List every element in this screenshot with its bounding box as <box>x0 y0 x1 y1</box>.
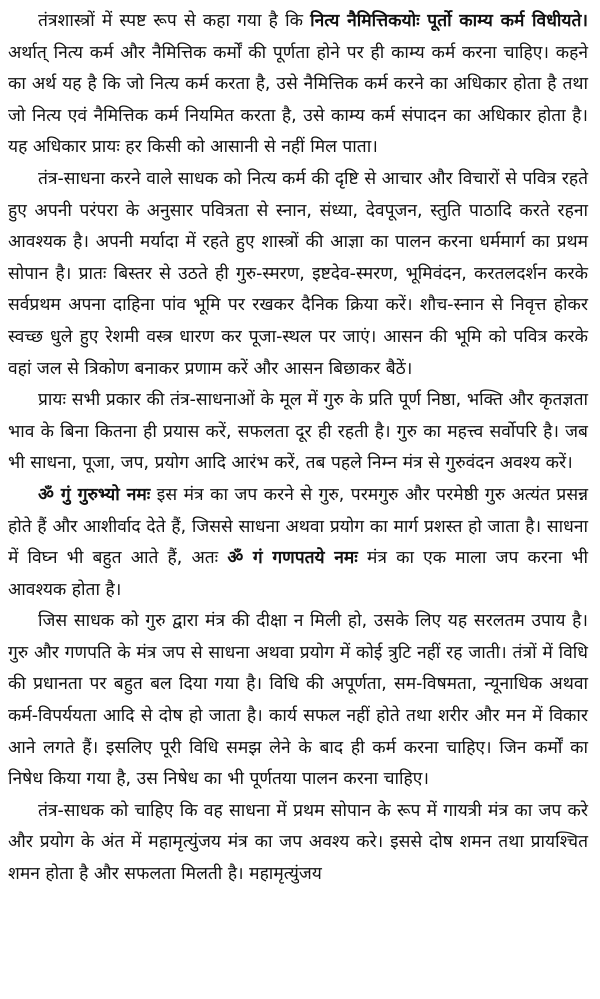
quote-bold: नित्य नैमित्तिकयोः पूर्तो काम्य कर्म विधीयते। <box>310 11 588 31</box>
paragraph-text: अर्थात् नित्य कर्म और नैमित्तिक कर्मों की पूर्णता होने पर ही काम्य कर्म करना चाहिए। कहने का अर्थ यह है कि जो नित्य कर्म करता है, उसे नैमित्तिक कर्म करने का अधिकार होता है तथा जो नित्य एवं नैमित्तिक कर्म नियमित करता है, उसे काम्य कर्म संपादन का अधिकार होता है। यह अधिकार प्रायः हर किसी को आसानी से नहीं मिल पाता। <box>8 42 588 158</box>
paragraph-guru-mantra <box>8 480 588 606</box>
paragraph-text: तंत्र-साधना करने वाले साधक को नित्य कर्म की दृष्टि से आचार और विचारों से पवित्र रहते हुए अपनी परंपरा के अनुसार पवित्रता से स्नान, संध्या, देवपूजन, स्तुति पाठादि करते रहना आवश्यक है। अपनी मर्यादा में रहते हुए शास्त्रों की आज्ञा का पालन करना धर्ममार्ग का प्रथम सोपान है। प्रातः बिस्तर से उठते ही गुरु-स्मरण, इष्टदेव-स्मरण, भूमिवंदन, करतलदर्शन करके सर्वप्रथम अपना दाहिना पांव भूमि पर रखकर दैनिक क्रिया करें। शौच-स्नान से निवृत्त होकर स्वच्छ धुले हुए रेशमी वस्त्र धारण कर पूजा-स्थल पर जाएं। आसन की भूमि को पवित्र करके वहां जल से त्रिकोण बनाकर प्रणाम करें और आसन बिछाकर बैठें। <box>8 168 588 379</box>
paragraph-nitya-karma <box>8 6 588 164</box>
paragraph-text: तंत्रशास्त्रों में स्पष्ट रूप से कहा गया है कि <box>38 11 311 31</box>
paragraph-text: प्रायः सभी प्रकार की तंत्र-साधनाओं के मूल में गुरु के प्रति पूर्ण निष्ठा, भक्ति और कृतज्ञता भाव के बिना कितना ही प्रयास करें, सफलता दूर ही रहती है। गुरु का महत्त्व सर्वोपरि है। जब भी साधना, पूजा, जप, प्रयोग आदि आरंभ करें, तब पहले निम्न मंत्र से गुरुवंदन अवश्य करें। <box>8 390 588 474</box>
ganpati-mantra-bold: ॐ गं गणपतये नमः <box>227 548 358 569</box>
paragraph-text: तंत्र-साधक को चाहिए कि वह साधना में प्रथम सोपान के रूप में गायत्री मंत्र का जप करे और प्रयोग के अंत में महामृत्युंजय मंत्र का जप अवश्य करे। इससे दोष शमन तथा प्रायश्चित शमन होता है और सफलता मिलती है। महामृत्युंजय <box>8 800 588 885</box>
paragraph-text: इस मंत्र का जप करने से गुरु, परमगुरु और परमेष्ठी गुरु अत्यंत प्रसन्न होते हैं और आशीर्वाद देते हैं, जिससे साधना अथवा प्रयोग का मार्ग प्रशस्त हो जाता है। साधना में विघ्न भी बहुत आते हैं, अतः <box>8 484 588 569</box>
paragraph-guru-nishtha <box>8 385 588 480</box>
guru-mantra-bold: ॐ गुं गुरुभ्यो नमः <box>38 484 151 505</box>
paragraph-sadhak-achar <box>8 164 588 385</box>
paragraph-gayatri <box>8 796 588 891</box>
paragraph-text: जिस साधक को गुरु द्वारा मंत्र की दीक्षा न मिली हो, उसके लिए यह सरलतम उपाय है। गुरु और गणपति के मंत्र जप से साधना अथवा प्रयोग में कोई त्रुटि नहीं रह जाती। तंत्रों में विधि की प्रधानता पर बहुत बल दिया गया है। विधि की अपूर्णता, सम-विषमता, न्यूनाधिक अथवा कर्म-विपर्ययता आदि से दोष हो जाता है। कार्य सफल नहीं होते तथा शरीर और मन में विकार आने लगते हैं। इसलिए पूरी विधि समझ लेने के बाद ही कर्म करना चाहिए। जिन कर्मों का निषेध किया गया है, उस निषेध का भी पूर्णतया पालन करना चाहिए। <box>8 611 588 790</box>
paragraph-vidhi <box>8 606 588 796</box>
paragraph-text: मंत्र का एक माला जप करना भी आवश्यक होता है। <box>8 548 589 600</box>
